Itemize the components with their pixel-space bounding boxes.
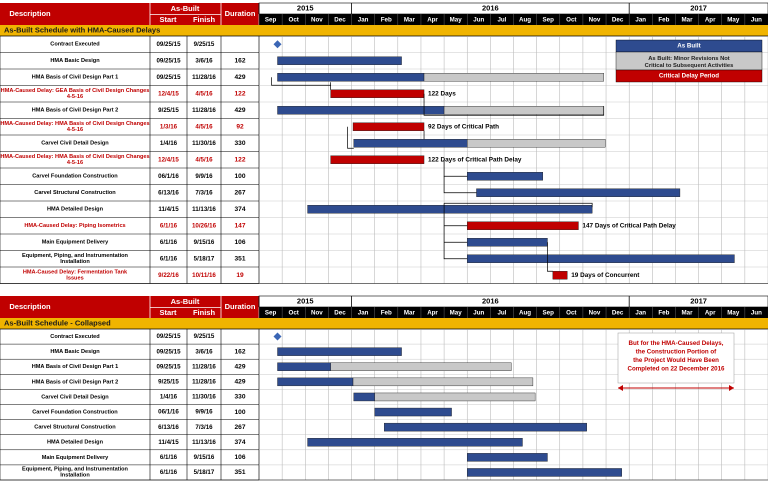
- month-label: Apr: [427, 16, 438, 24]
- month-label: May: [449, 16, 462, 24]
- row-finish: 11/28/16: [192, 73, 216, 81]
- row-description-line: 4-5-16: [66, 94, 84, 101]
- row-start: 9/25/15: [158, 378, 179, 386]
- row-description: HMA Basis of Civil Design Part 2: [31, 107, 119, 114]
- month-label: Mar: [681, 16, 693, 24]
- month-label: Aug: [519, 16, 532, 24]
- row-description: [1, 88, 150, 100]
- row-duration: 267: [234, 189, 246, 197]
- gantt-bar-blue: [384, 423, 587, 431]
- column-header-start: Start: [159, 307, 177, 317]
- row-duration: 162: [234, 57, 246, 65]
- row-start: 09/25/15: [156, 57, 181, 65]
- column-header-as-built: As-Built: [170, 3, 200, 13]
- row-duration: 100: [234, 173, 246, 180]
- gantt-bar-gray: [467, 139, 605, 147]
- month-label: Nov: [310, 16, 323, 24]
- row-description-line: Equipment, Piping, and Instrumentation: [22, 466, 128, 473]
- row-start: 09/25/15: [156, 333, 181, 341]
- row-description: Carvel Civil Detail Design: [41, 140, 109, 147]
- year-label: 2016: [482, 3, 499, 13]
- row-finish: 9/25/15: [193, 333, 215, 341]
- row-finish: 7/3/16: [195, 423, 213, 431]
- row-description-line: HMA-Caused Delay: Fermentation Tank: [22, 269, 128, 276]
- month-label: Jun: [750, 16, 762, 24]
- gantt-bar-blue: [354, 393, 375, 401]
- row-duration: 351: [234, 469, 246, 477]
- row-duration: 122: [234, 156, 246, 164]
- row-description: Carvel Foundation Construction: [32, 173, 118, 180]
- row-description: Main Equipment Delivery: [41, 454, 109, 461]
- row-description-line: 4-5-16: [66, 127, 84, 134]
- month-label: Nov: [310, 309, 323, 317]
- row-description: HMA Basis of Civil Design Part 1: [31, 74, 119, 81]
- row-description-line: HMA-Caused Delay: GEA Basis of Civil Design Changes: [0, 88, 150, 95]
- month-label: May: [449, 309, 462, 317]
- row-start: 12/4/15: [158, 156, 179, 164]
- section-title-s1: As-Built Schedule with HMA-Caused Delays: [4, 25, 161, 35]
- row-description-line: Installation: [60, 259, 90, 266]
- row-duration: 106: [234, 239, 246, 246]
- gantt-bar-blue: [467, 238, 547, 246]
- gantt-bar-red: [331, 90, 424, 98]
- row-finish: 4/5/16: [195, 156, 213, 164]
- row-finish: 4/5/16: [195, 123, 213, 131]
- row-start: 6/1/16: [159, 255, 178, 263]
- gantt-bar-blue: [308, 438, 523, 446]
- gantt-bar-blue: [278, 378, 354, 386]
- row-description: HMA Detailed Design: [46, 439, 104, 446]
- row-finish: 7/3/16: [195, 189, 213, 197]
- bar-annotation: 122 Days: [428, 90, 456, 98]
- month-label: Mar: [403, 16, 415, 24]
- note-arrow-head-right: [729, 385, 734, 391]
- column-header-start: Start: [159, 14, 177, 24]
- row-start: 11/4/15: [158, 205, 179, 213]
- row-description-line: 4-5-16: [66, 160, 84, 167]
- note-text-line: the Project Would Have Been: [633, 356, 719, 364]
- column-header-description: Description: [9, 8, 51, 18]
- row-start: 9/22/16: [158, 271, 179, 279]
- row-finish: 9/15/16: [193, 238, 215, 246]
- gantt-bar-gray: [353, 378, 533, 386]
- row-finish: 11/28/16: [192, 106, 216, 114]
- month-label: Feb: [380, 16, 392, 24]
- row-description: Carvel Structural Construction: [34, 190, 116, 197]
- gantt-bar-blue: [278, 106, 445, 114]
- row-description: HMA Basis of Civil Design Part 1: [31, 364, 119, 371]
- month-label: Sep: [542, 16, 554, 24]
- gantt-bar-blue: [476, 189, 679, 197]
- month-label: Jan: [635, 309, 647, 317]
- row-finish: 11/30/16: [192, 139, 216, 147]
- gantt-bar-red: [353, 123, 424, 131]
- gantt-bar-gray: [444, 106, 604, 114]
- row-start: 12/4/15: [158, 90, 179, 98]
- row-duration: 429: [234, 378, 246, 386]
- row-finish: 3/6/16: [195, 348, 213, 356]
- row-description: [22, 467, 129, 479]
- row-description: [0, 121, 149, 133]
- column-header-as-built: As-Built: [170, 296, 200, 306]
- row-description-line: HMA-Caused Delay: HMA Basis of Civil Design Changes: [0, 121, 150, 128]
- row-start: 6/1/16: [159, 238, 178, 246]
- gantt-bar-blue: [278, 73, 425, 81]
- year-label: 2015: [296, 296, 314, 306]
- row-start: 1/4/16: [159, 139, 178, 147]
- column-header-duration: Duration: [224, 8, 256, 18]
- row-description: HMA Detailed Design: [46, 206, 104, 213]
- gantt-bar-blue: [467, 255, 734, 263]
- row-description: HMA-Caused Delay: Piping Isometrics: [24, 223, 126, 230]
- gantt-bar-red: [553, 271, 567, 279]
- month-label: Feb: [658, 16, 670, 24]
- legend-minor-line: As Built: Minor Revisions Not: [648, 55, 730, 62]
- gantt-bar-blue: [278, 363, 331, 371]
- gantt-bar-blue: [278, 57, 402, 65]
- row-finish: 11/13/16: [192, 205, 216, 213]
- row-duration: 122: [234, 90, 246, 98]
- gantt-bar-blue: [467, 453, 547, 461]
- row-start: 1/3/16: [159, 123, 178, 131]
- month-label: Dec: [334, 309, 346, 317]
- note-text-line: Completed on 22 December 2016: [627, 365, 725, 373]
- row-description: HMA Basic Design: [50, 349, 100, 356]
- month-label: Nov: [588, 309, 601, 317]
- month-label: Mar: [681, 309, 693, 317]
- section-title-s2: As-Built Schedule - Collapsed: [4, 318, 111, 328]
- row-finish: 11/28/16: [192, 363, 216, 371]
- year-label: 2015: [296, 3, 314, 13]
- row-duration: 92: [236, 123, 244, 131]
- gantt-bar-blue: [278, 348, 402, 356]
- row-finish: 10/26/16: [191, 222, 217, 230]
- month-label: Oct: [566, 16, 577, 24]
- row-start: 9/25/15: [158, 106, 179, 114]
- column-header-description: Description: [9, 301, 51, 311]
- row-description: Contract Executed: [50, 334, 100, 341]
- row-start: 09/25/15: [156, 73, 181, 81]
- note-arrow-head-left: [618, 385, 623, 391]
- year-label: 2017: [690, 3, 707, 13]
- gantt-bar-gray: [375, 393, 535, 401]
- month-label: Jun: [750, 309, 762, 317]
- gantt-bar-blue: [467, 468, 621, 476]
- row-description: Carvel Civil Detail Design: [41, 394, 109, 401]
- gantt-bar-red: [467, 222, 578, 230]
- month-label: Jan: [357, 309, 369, 317]
- month-label: May: [727, 309, 740, 317]
- month-label: Oct: [288, 16, 299, 24]
- month-label: Dec: [334, 16, 346, 24]
- month-label: Feb: [380, 309, 392, 317]
- row-start: 6/1/16: [159, 453, 178, 461]
- month-label: Mar: [403, 309, 415, 317]
- row-start: 09/25/15: [156, 363, 181, 371]
- row-start: 11/4/15: [158, 438, 179, 446]
- gantt-bar-gray: [331, 363, 512, 371]
- row-finish: 5/18/17: [193, 469, 215, 477]
- note-text: [628, 340, 726, 373]
- bar-annotation: 92 Days of Critical Path: [428, 123, 500, 131]
- row-finish: 9/9/16: [195, 172, 213, 180]
- row-finish: 9/25/15: [193, 40, 215, 48]
- gantt-bar-blue: [375, 408, 452, 416]
- row-start: 09/25/15: [156, 40, 181, 48]
- row-start: 6/1/16: [159, 222, 178, 230]
- month-label: Jul: [497, 16, 507, 24]
- row-duration: 429: [234, 363, 246, 371]
- row-description: Carvel Structural Construction: [34, 424, 116, 431]
- row-duration: 100: [234, 408, 246, 416]
- milestone-marker: [274, 40, 282, 48]
- note-text-line: But for the HMA-Caused Delays,: [628, 339, 724, 347]
- legend-as-built: As Built: [677, 42, 701, 50]
- month-label: Dec: [611, 16, 624, 24]
- month-label: Oct: [566, 309, 577, 317]
- legend-critical: Critical Delay Period: [658, 72, 720, 80]
- month-label: Sep: [542, 309, 554, 317]
- year-label: 2017: [690, 296, 707, 306]
- month-label: Sep: [264, 16, 277, 24]
- row-description: [22, 253, 129, 265]
- month-label: May: [727, 16, 740, 24]
- row-duration: 330: [234, 393, 246, 401]
- row-finish: 9/15/16: [193, 453, 215, 461]
- row-finish: 11/30/16: [192, 393, 216, 401]
- row-duration: 147: [234, 222, 246, 230]
- row-description-line: Issues: [66, 275, 84, 282]
- month-label: Aug: [519, 309, 532, 317]
- row-start: 06/1/16: [158, 408, 179, 416]
- month-label: Jan: [357, 16, 369, 24]
- bar-annotation: 147 Days of Critical Path Delay: [582, 222, 676, 230]
- month-label: Jun: [473, 309, 485, 317]
- month-label: Apr: [704, 16, 716, 24]
- row-description-line: HMA-Caused Delay: HMA Basis of Civil Design Changes: [0, 154, 150, 161]
- row-finish: 10/11/16: [192, 271, 216, 279]
- note-text-line: the Construction Portion of: [635, 348, 717, 356]
- column-header-duration: Duration: [224, 301, 256, 311]
- row-description: Carvel Foundation Construction: [32, 409, 118, 416]
- month-label: Dec: [611, 309, 624, 317]
- month-label: Sep: [264, 309, 277, 317]
- row-finish: 11/28/16: [192, 378, 216, 386]
- row-duration: 429: [234, 107, 246, 114]
- month-label: Oct: [288, 309, 299, 317]
- row-description: HMA Basic Design: [50, 58, 100, 65]
- row-description: [0, 154, 149, 166]
- month-label: Jun: [473, 16, 485, 24]
- month-label: Apr: [427, 309, 438, 317]
- month-label: Nov: [588, 16, 601, 24]
- row-finish: 4/5/16: [195, 90, 213, 98]
- bar-annotation: 19 Days of Concurrent: [571, 271, 640, 279]
- year-label: 2016: [482, 296, 499, 306]
- row-duration: 351: [234, 255, 246, 263]
- row-duration: 19: [236, 272, 244, 279]
- month-label: Apr: [704, 309, 716, 317]
- gantt-bar-blue: [467, 172, 543, 180]
- row-duration: 330: [234, 140, 246, 147]
- month-label: Jul: [497, 309, 507, 317]
- row-duration: 374: [234, 439, 246, 446]
- row-description: Main Equipment Delivery: [41, 239, 109, 246]
- row-finish: 3/6/16: [195, 57, 213, 65]
- gantt-bar-red: [331, 156, 424, 164]
- row-description: [23, 270, 128, 282]
- row-start: 6/1/16: [159, 469, 178, 477]
- section-title-band: [0, 318, 768, 329]
- row-finish: 9/9/16: [195, 408, 213, 416]
- row-duration: 374: [234, 206, 246, 213]
- month-label: Jan: [635, 16, 647, 24]
- row-start: 6/13/16: [158, 189, 179, 197]
- row-description: HMA Basis of Civil Design Part 2: [31, 379, 119, 386]
- row-start: 06/1/16: [158, 172, 179, 180]
- row-finish: 11/13/16: [192, 438, 216, 446]
- month-label: Feb: [658, 309, 670, 317]
- row-description: Contract Executed: [50, 41, 100, 48]
- row-description-line: Installation: [60, 473, 90, 480]
- column-header-finish: Finish: [192, 307, 216, 317]
- milestone-marker: [274, 333, 282, 341]
- gantt-bar-blue: [354, 139, 467, 147]
- row-duration: 162: [234, 348, 246, 356]
- row-start: 6/13/16: [158, 423, 179, 431]
- legend-minor-line: Critical to Subsequent Activities: [644, 62, 734, 69]
- gantt-bar-gray: [424, 73, 604, 81]
- bar-annotation: 122 Days of Critical Path Delay: [428, 156, 522, 164]
- row-duration: 106: [234, 454, 246, 462]
- row-duration: 267: [234, 423, 246, 431]
- gantt-bar-blue: [308, 205, 593, 213]
- column-header-finish: Finish: [192, 14, 216, 24]
- row-start: 1/4/16: [159, 393, 178, 401]
- row-duration: 429: [234, 74, 246, 81]
- row-finish: 5/18/17: [193, 255, 215, 263]
- row-description-line: Equipment, Piping, and Instrumentation: [22, 253, 128, 260]
- legend-minor: [645, 56, 734, 69]
- row-start: 09/25/15: [156, 348, 181, 356]
